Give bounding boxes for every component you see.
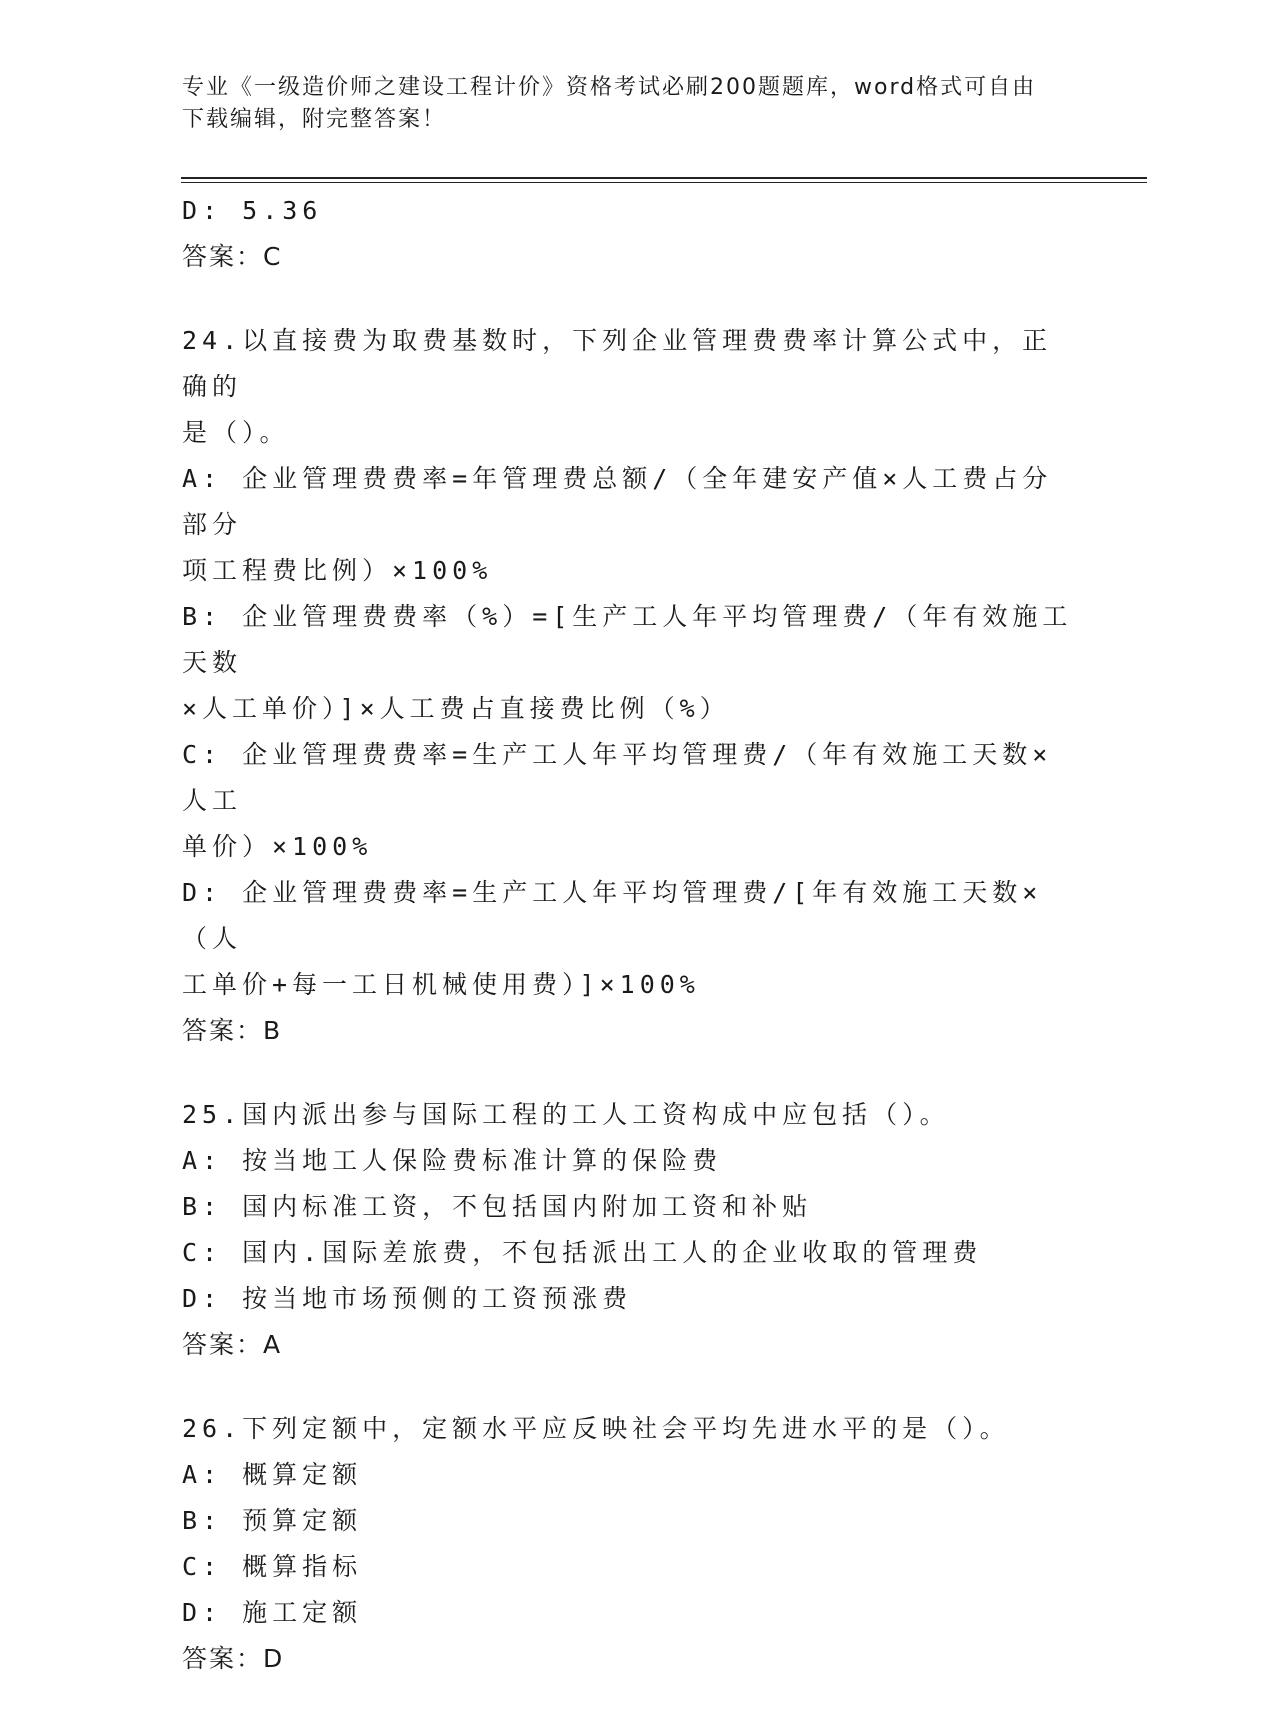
answer-label: 答案：D	[182, 1644, 285, 1673]
document-body	[182, 188, 1082, 1720]
option-b: B: 企业管理费费率（%）=[生产工人年平均管理费/（年有效施工天数	[182, 602, 1073, 677]
option-b-cont: ×人工单价）]×人工费占直接费比例（%）	[182, 694, 730, 723]
header-line-2: 下载编辑，附完整答案！	[182, 107, 447, 132]
question-stem: 25.国内派出参与国际工程的工人工资构成中应包括（）。	[182, 1100, 950, 1129]
question-stem: 26.下列定额中，定额水平应反映社会平均先进水平的是（）。	[182, 1414, 1010, 1443]
page-header	[182, 72, 1082, 136]
option-d: D: 按当地市场预侧的工资预涨费	[182, 1284, 633, 1313]
question-24	[182, 318, 1082, 1054]
previous-question-tail	[182, 188, 1082, 280]
option-a: A: 概算定额	[182, 1460, 363, 1489]
option-c: C: 国内.国际差旅费，不包括派出工人的企业收取的管理费	[182, 1238, 983, 1267]
option-d-cont: 工单价+每一工日机械使用费）]×100%	[182, 970, 700, 999]
option-b: B: 预算定额	[182, 1506, 363, 1535]
option-d: D: 5.36	[182, 196, 323, 225]
option-c-cont: 单价）×100%	[182, 832, 373, 861]
option-b: B: 国内标准工资，不包括国内附加工资和补贴	[182, 1192, 813, 1221]
answer-label: 答案：C	[182, 242, 283, 271]
question-stem: 24.以直接费为取费基数时，下列企业管理费费率计算公式中，正确的	[182, 326, 1053, 401]
option-d: D: 施工定额	[182, 1598, 363, 1627]
question-26	[182, 1406, 1082, 1682]
answer-label: 答案：B	[182, 1016, 283, 1045]
question-25	[182, 1092, 1082, 1368]
header-line-1: 专业《一级造价师之建设工程计价》资格考试必刷200题题库，word格式可自由	[182, 75, 1037, 100]
option-d: D: 企业管理费费率=生产工人年平均管理费/[年有效施工天数×（人	[182, 878, 1043, 953]
option-a: A: 按当地工人保险费标准计算的保险费	[182, 1146, 723, 1175]
answer-label: 答案：A	[182, 1330, 283, 1359]
header-divider	[181, 177, 1147, 183]
question-stem-cont: 是（）。	[182, 418, 290, 447]
option-c: C: 企业管理费费率=生产工人年平均管理费/（年有效施工天数×人工	[182, 740, 1053, 815]
option-c: C: 概算指标	[182, 1552, 363, 1581]
option-a: A: 企业管理费费率=年管理费总额/（全年建安产值×人工费占分部分	[182, 464, 1053, 539]
option-a-cont: 项工程费比例）×100%	[182, 556, 493, 585]
